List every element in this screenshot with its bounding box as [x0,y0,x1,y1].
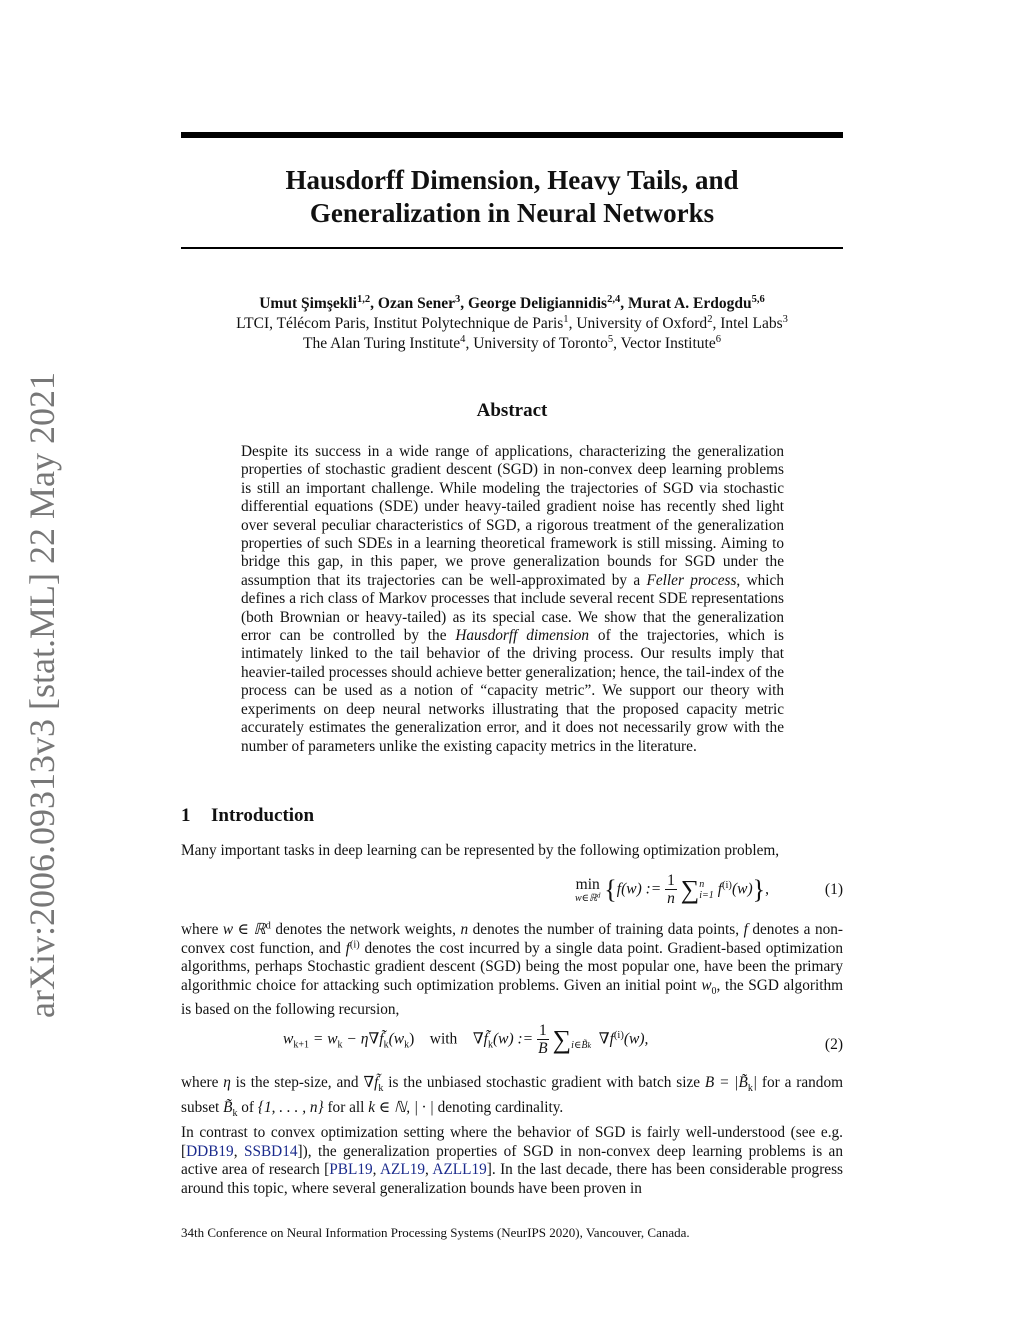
equation-number: (1) [824,881,843,898]
citation-link[interactable]: PBL19 [329,1161,373,1179]
eq2-lhs-sub: k+1 [293,1039,309,1051]
arxiv-identifier: arXiv:2006.09313v3 [stat.ML] 22 May 2021 [22,372,62,1018]
text: denotes the network weights, [270,921,461,938]
eq2-denominator: B [538,1040,548,1057]
affiliation-mark: 6 [715,334,721,346]
eq1-term-arg: (w) [731,880,753,898]
min-subscript: w∈ℝ [575,893,597,904]
eq2-rhs: = w [308,1030,338,1048]
section-heading [181,805,314,827]
math: | [752,1074,758,1091]
eq2-rhs: (w [388,1030,405,1048]
sum-lower: i∈B̃ [571,1039,588,1051]
math-sup: d [265,920,271,932]
text: , [372,1161,380,1179]
affiliations-line-2 [160,334,864,354]
citation-link[interactable]: SSBD14 [243,1142,298,1160]
text: , [425,1161,433,1179]
eq2-rhs: ) [409,1030,415,1048]
equation-1-body: min w∈ℝ$^d$ {f(w) := $\frac{1}{n}$ ∑ n i=1 $f^{(i)}(w)$}, [575,872,769,907]
text: for a random subset [181,1074,843,1116]
equation-2 [181,1022,843,1066]
text: for all [323,1098,369,1116]
eq1-lhs: f(w) := [616,880,662,898]
sum-limits [699,879,714,901]
intro-paragraph-4 [181,1124,843,1198]
math: w ∈ ℝ [222,921,266,938]
eq1-fraction [665,872,677,908]
author-names [160,294,864,314]
text: denotes a non-convex cost function, and [181,921,843,957]
eq2-grad-sub: k [487,1039,493,1051]
text: denoting cardinality. [433,1098,564,1116]
eq2-fraction [537,1022,549,1058]
equation-2-body [283,1022,648,1058]
affiliation-mark: 4 [460,334,466,346]
eq2-grad: ∇f̃ [472,1030,488,1048]
affiliation-mark: 2,4 [607,294,621,306]
math: f [345,939,350,957]
intro-paragraph-1: Many important tasks in deep learning can be represented by the following optimization problem, [181,842,780,859]
equation-1 [181,872,843,912]
left-brace: { [604,875,617,904]
affiliation-mark: 5 [607,334,614,346]
affiliation-mark: 1,2 [356,294,371,306]
math: B̃ [223,1098,233,1116]
math-sup: (i) [349,938,360,950]
text: , [233,1142,244,1160]
text: where [181,921,223,938]
text: denotes the cost incurred by a single data point. Gradient-based optimization algorithms, perhaps Stochastic gradient descent (SGD) being the most popular one, have been the primary algorithmic choice for attacking such optimization problems. Given an initial point [181,939,844,994]
eq2-term: ∇f [598,1030,614,1048]
eq1-term: f [717,880,722,898]
math: n [460,921,469,938]
math: B = |B̃ [704,1074,748,1091]
affiliation: , Vector Institute [613,335,716,352]
eq1-numerator: 1 [667,872,675,889]
section-title: Introduction [211,805,315,826]
abstract-body [241,443,784,756]
abstract-emphasis: Hausdorff dimension [455,627,590,645]
affiliation: LTCI, Télécom Paris, Institut Polytechnique de Paris [236,315,564,332]
min-subscript-sup: d [597,892,601,900]
affiliation-mark: 3 [454,294,461,306]
eq2-rhs-sub: k [337,1039,343,1051]
eq2-term-sup: (i) [613,1029,624,1041]
citation-link[interactable]: AZLL19 [432,1161,487,1179]
conference-footnote: 34th Conference on Neural Information Processing Systems (NeurIPS 2020), Vancouver, Canada. [181,1225,690,1240]
author-name: Umut Şimşekli [259,295,357,312]
math-sub: k [232,1107,238,1119]
title-line-1: Hausdorff Dimension, Heavy Tails, and [285,165,739,195]
sum-lower-sub: k [587,1040,592,1050]
title-top-rule [181,132,843,138]
sum-symbol: ∑ [680,875,700,904]
eq2-rhs: − η∇f̃ [342,1030,384,1048]
min-text: min [575,876,600,893]
affiliation: , Intel Labs [712,315,783,332]
section-number: 1 [181,805,191,826]
affiliation: , University of Oxford [568,315,708,332]
math: η [223,1074,231,1091]
affiliations-line-1 [160,314,864,334]
math-sub: k [747,1083,753,1094]
sum-upper: n [699,879,705,890]
abstract-emphasis: Feller process [646,571,737,589]
affiliation-mark: 5,6 [751,294,765,306]
math: ∇f̃ [363,1074,379,1091]
eq1-term-sup: (i) [722,879,732,891]
math: w [701,976,712,994]
sum-lower: i=1 [699,890,714,901]
abstract-text: , which defines a rich class of Markov processes that include several recent SDE representations (both Brownian or heavy-tailed) as its special case. We show that the generalization error can be controlled by the [241,571,784,645]
eq2-with: with [429,1030,458,1048]
affiliation: The Alan Turing Institute [303,335,461,352]
eq2-lhs: w [283,1030,294,1048]
citation-link[interactable]: AZL19 [379,1161,426,1179]
author-name: , Murat A. Erdogdu [620,295,752,312]
affiliation-mark: 3 [782,314,788,326]
right-brace: } [752,875,766,904]
title-bottom-rule [181,247,843,249]
text: where [181,1074,224,1091]
author-name: , George Deligiannidis [460,295,608,312]
math-sub: 0 [711,985,717,997]
text: In contrast to convex optimization setting where the behavior of SGD is fairly well-understood (see e.g. [ [181,1124,843,1160]
text: of [237,1098,258,1116]
eq2-grad: (w) := [492,1030,534,1048]
abstract-text: of the trajectories, which is intimately linked to the tail behavior of the driving process. Our results imply that heavier-tailed processes should achieve better generalization; hence, the tail-index of the process can be used as a notion of “capacity metric”. We support our theory with experiments on deep neural networks illustrating that the proposed capacity metric accurately estimates the generalization error, and it does not necessarily grow with the number of parameters unlike the existing capacity metrics in the literature. [241,627,784,755]
affiliation-mark: 2 [707,314,713,326]
text: , the SGD algorithm is based on the following recursion, [181,976,843,1019]
text: ]. In the last decade, there has been considerable progress around this topic, where several generalization bounds have been proven in [181,1161,843,1197]
title-line-2: Generalization in Neural Networks [309,198,715,228]
abstract-heading: Abstract [476,400,548,421]
paper-title [181,164,843,230]
eq2-term: (w), [623,1030,649,1048]
intro-paragraph-2 [181,921,843,1020]
math: k ∈ ℕ, | · | [368,1098,434,1116]
eq2-rhs-sub: k [383,1039,389,1051]
equation-number: (2) [824,1036,843,1053]
math: {1, . . . , n} [257,1098,324,1116]
affiliation-mark: 1 [563,314,569,326]
author-block [160,294,864,354]
abstract-text: Despite its success in a wide range of applications, characterizing the generalization properties of stochastic gradient descent (SGD) in non-convex deep learning problems is still an important challenge. While modeling the trajectories of SGD via stochastic differential equations (SDE) under heavy-tailed gradient noise has recently shed light over several peculiar characteristics of SGD, a rigorous treatment of the generalization properties of such SDEs in a learning theoretical framework is still missing. Aiming to bridge this gap, in this paper, we prove generalization bounds for SGD under the assumption that its trajectories can be well-approximated by a [241,443,784,589]
text: is the step-size, and [230,1074,364,1091]
citation-link[interactable]: DDB19 [186,1142,234,1160]
text: is the unbiased stochastic gradient with batch size [383,1074,705,1091]
sum-symbol: ∑ [552,1025,572,1054]
eq2-numerator: 1 [539,1022,547,1039]
min-operator [575,876,600,904]
affiliation: , University of Toronto [465,335,608,352]
author-name: , Ozan Sener [370,295,455,312]
math-sub: k [378,1083,384,1094]
eq2-rhs-sub: k [404,1039,410,1051]
eq1-denominator: n [667,890,675,907]
text: denotes the number of training data points, [468,921,744,938]
math: f [743,921,748,938]
text: ]), the generalization properties of SGD in non-convex deep learning problems is an active area of research [ [181,1142,843,1179]
intro-paragraph-3 [181,1074,843,1123]
